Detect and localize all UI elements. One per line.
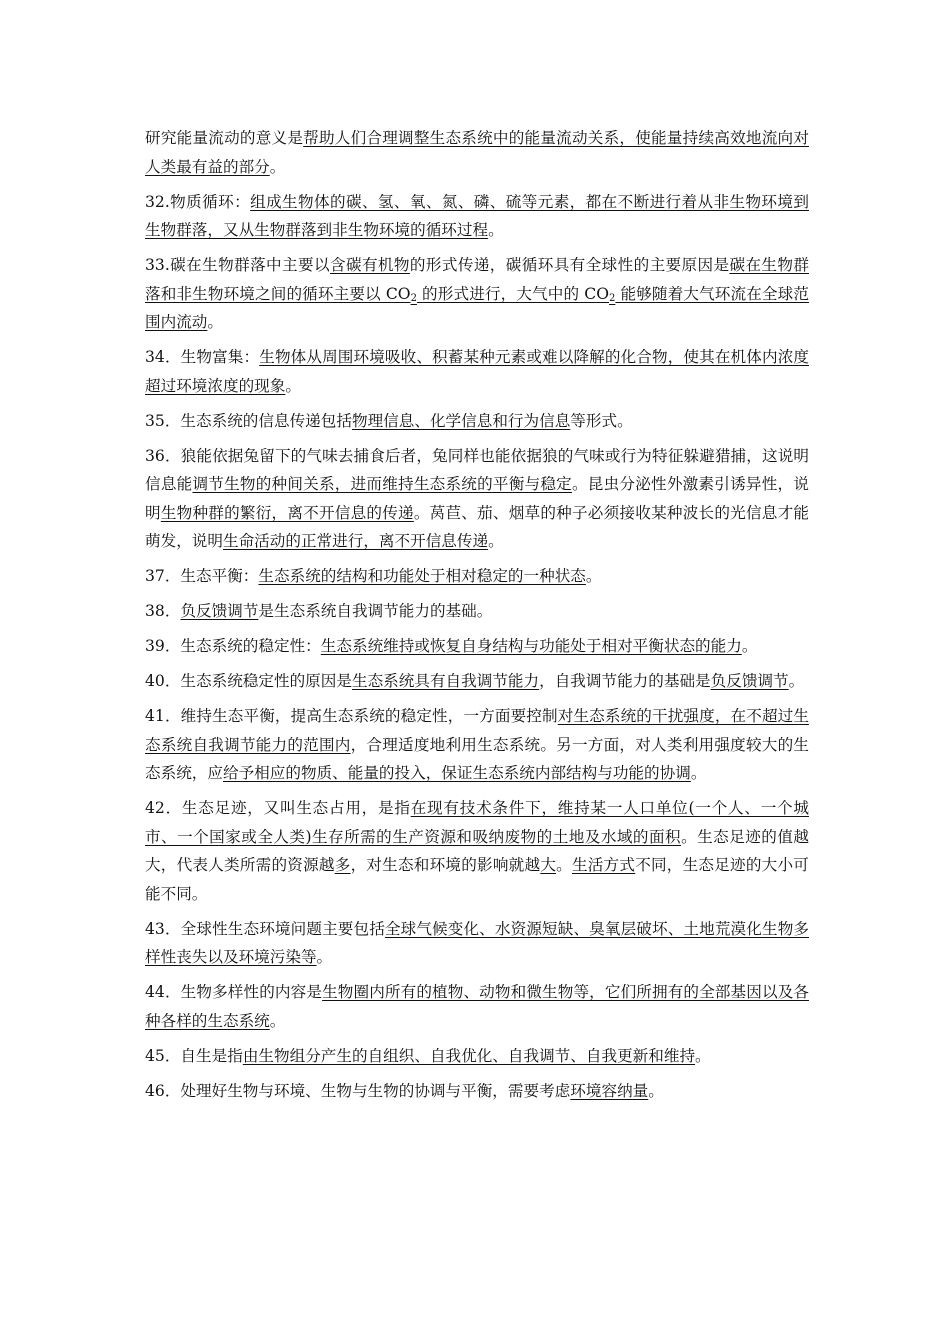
paragraph xyxy=(145,251,809,337)
text-run: 。 xyxy=(285,376,301,395)
paragraph xyxy=(145,1042,809,1071)
text-run: 。 xyxy=(488,532,504,550)
paragraph xyxy=(145,343,809,400)
document-body xyxy=(145,124,809,1112)
underlined-answer: 环境容纳量 xyxy=(570,1081,649,1100)
text-run: 36．狼能依据兔留下的气味去捕食后者，兔同样也能依据狼的气味或行为特征躲避猎捕，这说明信息能 xyxy=(145,446,809,493)
text-run: 。 xyxy=(741,637,758,655)
paragraph xyxy=(145,188,809,245)
underlined-answer: 生态系统具有自我调节能力 xyxy=(351,672,540,690)
paragraph xyxy=(145,667,809,696)
text-run: 。 xyxy=(316,948,333,966)
underlined-answer: 生物圈内所有的植物、动物和微生物等，它们所拥有的全部基因以及各种各样的生态系统 xyxy=(145,983,809,1030)
text-run: 。 xyxy=(207,313,223,331)
text-run: 。 xyxy=(788,672,805,690)
subscript: 2 xyxy=(410,292,417,304)
text-run: 。 xyxy=(556,856,572,874)
paragraph xyxy=(145,442,809,556)
text-run: 。 xyxy=(695,1046,711,1065)
paragraph xyxy=(145,632,809,661)
paragraph xyxy=(145,702,809,788)
text-run: 。 xyxy=(648,1081,664,1100)
text-run: 。 xyxy=(269,1011,286,1030)
text-run: 42．生态足迹，又叫生态占用，是指 xyxy=(145,799,411,817)
text-run: 35．生态系统的信息传递包括 xyxy=(145,411,352,430)
text-run: 45．自生是指 xyxy=(145,1046,243,1065)
underlined-answer: 碳在生物群落和非生物环境之间的循环主要以 CO xyxy=(145,256,809,303)
underlined-answer: 全球气候变化、水资源短缺、臭氧层破坏、土地荒漠化生物多样性丧失以及环境污染等 xyxy=(145,919,809,966)
text-run: ，合理适度地利用生态系统。另一方面，对人类利用强度较大的生态系统，应 xyxy=(145,735,809,782)
underlined-answer: 物理信息、化学信息和行为信息 xyxy=(351,411,571,430)
text-run: 37．生态平衡： xyxy=(145,567,259,585)
text-run: 。昆虫分泌性外激素引诱异性，说明 xyxy=(145,475,809,522)
text-run: 研究能量流动的意义是 xyxy=(145,129,304,147)
text-run: 等形式。 xyxy=(570,411,633,430)
underlined-answer: 生物体从周围环境吸收、积蓄某种元素或难以降解的化合物，使其在机体内浓度超过环境浓度的现象 xyxy=(145,348,809,395)
text-run: ，自我调节能力的基础是 xyxy=(539,672,711,690)
underlined-answer: 能够随着大气环流在全球范围内流动 xyxy=(145,284,809,331)
text-run: 33.碳在生物群落中主要以 xyxy=(145,256,330,274)
text-run: 。生态足迹的值越大，代表人类所需的资源越 xyxy=(145,827,809,874)
underlined-answer: 在现有技术条件下，维持某一人口单位(一个人、一个城市、一个国家或全人类)生存所需的生产资源和吸纳废物的土地及水域的面积 xyxy=(145,799,809,846)
underlined-answer: 多 xyxy=(334,856,351,874)
text-run: 。莴苣、茄、烟草的种子必须接收某种波长的光信息才能萌发，说明 xyxy=(145,503,809,550)
text-run: 46．处理好生物与环境、生物与生物的协调与平衡，需要考虑 xyxy=(145,1081,571,1100)
text-run: 的形式传递，碳循环具有全球性的主要原因是 xyxy=(409,256,730,274)
paragraph xyxy=(145,562,809,591)
underlined-answer: 负反馈调节 xyxy=(180,602,259,620)
underlined-answer: 生命活动的正常进行，离不开信息传递 xyxy=(222,532,489,550)
text-run: 41．维持生态平衡，提高生态系统的稳定性，一方面要控制 xyxy=(145,707,558,725)
text-run: 。 xyxy=(690,764,707,782)
underlined-answer: 生态系统的结构和功能处于相对稳定的一种状态 xyxy=(258,567,586,585)
subscript: 2 xyxy=(609,292,616,304)
text-run: 是生态系统自我调节能力的基础。 xyxy=(258,602,493,620)
paragraph xyxy=(145,794,809,908)
paragraph xyxy=(145,124,809,181)
paragraph xyxy=(145,407,809,436)
paragraph xyxy=(145,915,809,972)
text-run: 38． xyxy=(145,602,181,620)
text-run: 。 xyxy=(269,157,286,176)
underlined-answer: 大 xyxy=(540,856,557,874)
paragraph xyxy=(145,978,809,1035)
text-run: 。 xyxy=(585,567,602,585)
text-run: 32.物质循环： xyxy=(145,192,251,211)
paragraph xyxy=(145,1077,809,1106)
underlined-answer: 由生物组分产生的自组织、自我优化、自我调节、自我更新和维持 xyxy=(242,1046,696,1065)
underlined-answer: 对生态系统的干扰强度，在不超过生态系统自我调节能力的范围内 xyxy=(145,707,809,754)
text-run: 。 xyxy=(488,221,504,239)
underlined-answer: 生活方式 xyxy=(571,856,636,874)
paragraph xyxy=(145,597,809,626)
text-run: 39．生态系统的稳定性： xyxy=(145,637,321,655)
underlined-answer: 生态系统维持或恢复自身结构与功能处于相对平衡状态的能力 xyxy=(320,637,742,655)
underlined-answer: 的形式进行，大气中的 CO xyxy=(416,284,610,303)
text-run: 40．生态系统稳定性的原因是 xyxy=(145,672,352,690)
underlined-answer: 给予相应的物质、能量的投入，保证生态系统内部结构与功能的协调 xyxy=(222,764,691,782)
text-run: 不同，生态足迹的大小可能不同。 xyxy=(145,856,809,903)
text-run: 34．生物富集： xyxy=(145,348,260,366)
text-run: ，对生态和环境的影响就越 xyxy=(350,856,541,874)
text-run: 44．生物多样性的内容是 xyxy=(145,983,323,1001)
underlined-answer: 调节生物的种间关系，进而维持生态系统的平衡与稳定 xyxy=(192,475,572,493)
underlined-answer: 生物种群的繁衍，离不开信息的传递 xyxy=(160,503,414,522)
text-run: 43．全球性生态环境问题主要包括 xyxy=(145,919,385,938)
underlined-answer: 帮助人们合理调整生态系统中的能量流动关系，使能量持续高效地流向对人类最有益的部分 xyxy=(145,129,809,176)
underlined-answer: 组成生物体的碳、氢、氧、氮、磷、硫等元素，都在不断进行着从非生物环境到生物群落，又从生物群落到非生物环境的循环过程 xyxy=(145,192,809,239)
underlined-answer: 负反馈调节 xyxy=(710,672,789,690)
underlined-answer: 含碳有机物 xyxy=(329,256,410,274)
